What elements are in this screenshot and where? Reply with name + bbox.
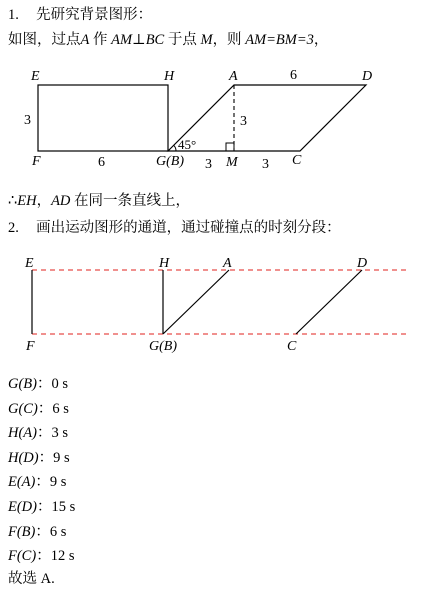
time-value: 9 s <box>53 449 70 466</box>
time-point-label: G(C) <box>8 400 38 417</box>
answer-line: 故选 A. <box>8 571 55 587</box>
figure-2 <box>0 250 431 360</box>
step-2-heading <box>8 219 341 237</box>
time-separator: ： <box>35 474 50 491</box>
time-row <box>8 375 68 393</box>
label-m: M <box>226 155 238 170</box>
parallelogram-left-side <box>163 270 229 334</box>
segment-ad-ref: AD <box>51 193 71 209</box>
conclusion-sep: ， <box>36 193 52 209</box>
measure-left-side: 3 <box>24 113 31 128</box>
sentence-end: ， <box>313 32 329 48</box>
time-point-label: G(B) <box>8 376 37 392</box>
label-f: F <box>32 154 41 169</box>
perp-symbol: ⊥ <box>132 32 146 48</box>
step-1-title: 先研究背景图形： <box>36 7 153 23</box>
time-point-label: H(A) <box>8 425 37 442</box>
time-separator: ： <box>37 376 52 392</box>
step-1-number: 1. <box>8 7 19 23</box>
label-g-b: G(B) <box>156 154 184 169</box>
time-value: 12 s <box>50 548 75 565</box>
time-row <box>8 424 68 442</box>
conclusion-rest: 在同一条直线上， <box>70 193 191 209</box>
step-2-title: 画出运动图形的通道，通过碰撞点的时刻分段： <box>36 220 341 236</box>
label-d: D <box>362 69 373 84</box>
sentence-yudian: 于点 <box>164 32 201 48</box>
time-row <box>8 473 66 491</box>
label-e-2: E <box>25 256 34 271</box>
therefore-symbol: ∴ <box>8 193 18 209</box>
label-a: A <box>229 69 238 84</box>
figure-1 <box>0 62 431 182</box>
time-row <box>8 547 74 565</box>
segment-bc-ref: BC <box>145 32 165 48</box>
segment-eh-ref: EH <box>17 193 37 209</box>
right-angle-mark <box>226 143 234 151</box>
label-c: C <box>292 153 302 168</box>
time-value: 6 s <box>52 400 69 417</box>
angle-arc <box>174 145 176 151</box>
measure-mc: 3 <box>262 157 269 172</box>
time-value: 0 s <box>51 376 69 392</box>
parallelogram-right-side <box>296 270 362 334</box>
label-e: E <box>31 69 40 84</box>
time-point-label: E(A) <box>8 474 36 491</box>
time-point-label: E(D) <box>8 499 37 515</box>
time-row <box>8 449 70 467</box>
measure-height: 3 <box>240 114 247 129</box>
time-value: 3 s <box>51 425 69 442</box>
time-point-label: F(B) <box>8 523 36 540</box>
parallelogram-adcg <box>168 85 366 151</box>
step-1-heading <box>8 6 152 24</box>
segment-am-ref: AM <box>111 32 133 48</box>
label-h-2: H <box>159 256 170 271</box>
measure-gm: 3 <box>205 157 212 172</box>
label-a-2: A <box>223 256 232 271</box>
measure-angle: 45° <box>178 137 197 152</box>
time-point-label: H(D) <box>8 449 39 466</box>
time-separator: ： <box>35 523 50 540</box>
measure-bottom: 6 <box>98 155 105 170</box>
measure-top-right: 6 <box>290 68 297 83</box>
time-separator: ： <box>38 449 54 466</box>
label-d-2: D <box>357 256 368 271</box>
time-row <box>8 498 75 516</box>
step-2-number: 2. <box>8 220 19 236</box>
time-separator: ： <box>36 548 51 565</box>
rectangle-ehgf <box>38 85 168 151</box>
time-value: 6 s <box>49 523 67 540</box>
time-separator: ： <box>37 499 52 515</box>
equation-am-bm: AM=BM=3 <box>245 32 314 48</box>
sentence-ze: ，则 <box>212 32 246 48</box>
time-point-label: F(C) <box>8 548 37 565</box>
sentence-pre: 如图，过点 <box>8 32 81 48</box>
time-value: 15 s <box>51 499 76 515</box>
conclusion-line <box>8 192 190 210</box>
time-separator: ： <box>37 425 52 442</box>
point-m-ref: M <box>200 32 213 48</box>
label-f-2: F <box>26 339 35 354</box>
sentence-zuo: 作 <box>89 32 112 48</box>
label-g-b-2: G(B) <box>149 339 177 354</box>
time-value: 9 s <box>49 474 67 491</box>
label-h: H <box>164 69 175 84</box>
time-row <box>8 400 69 418</box>
time-separator: ： <box>37 400 53 417</box>
time-row <box>8 523 66 541</box>
construction-sentence <box>8 31 328 49</box>
point-a-ref: A <box>80 32 90 48</box>
label-c-2: C <box>287 339 297 354</box>
